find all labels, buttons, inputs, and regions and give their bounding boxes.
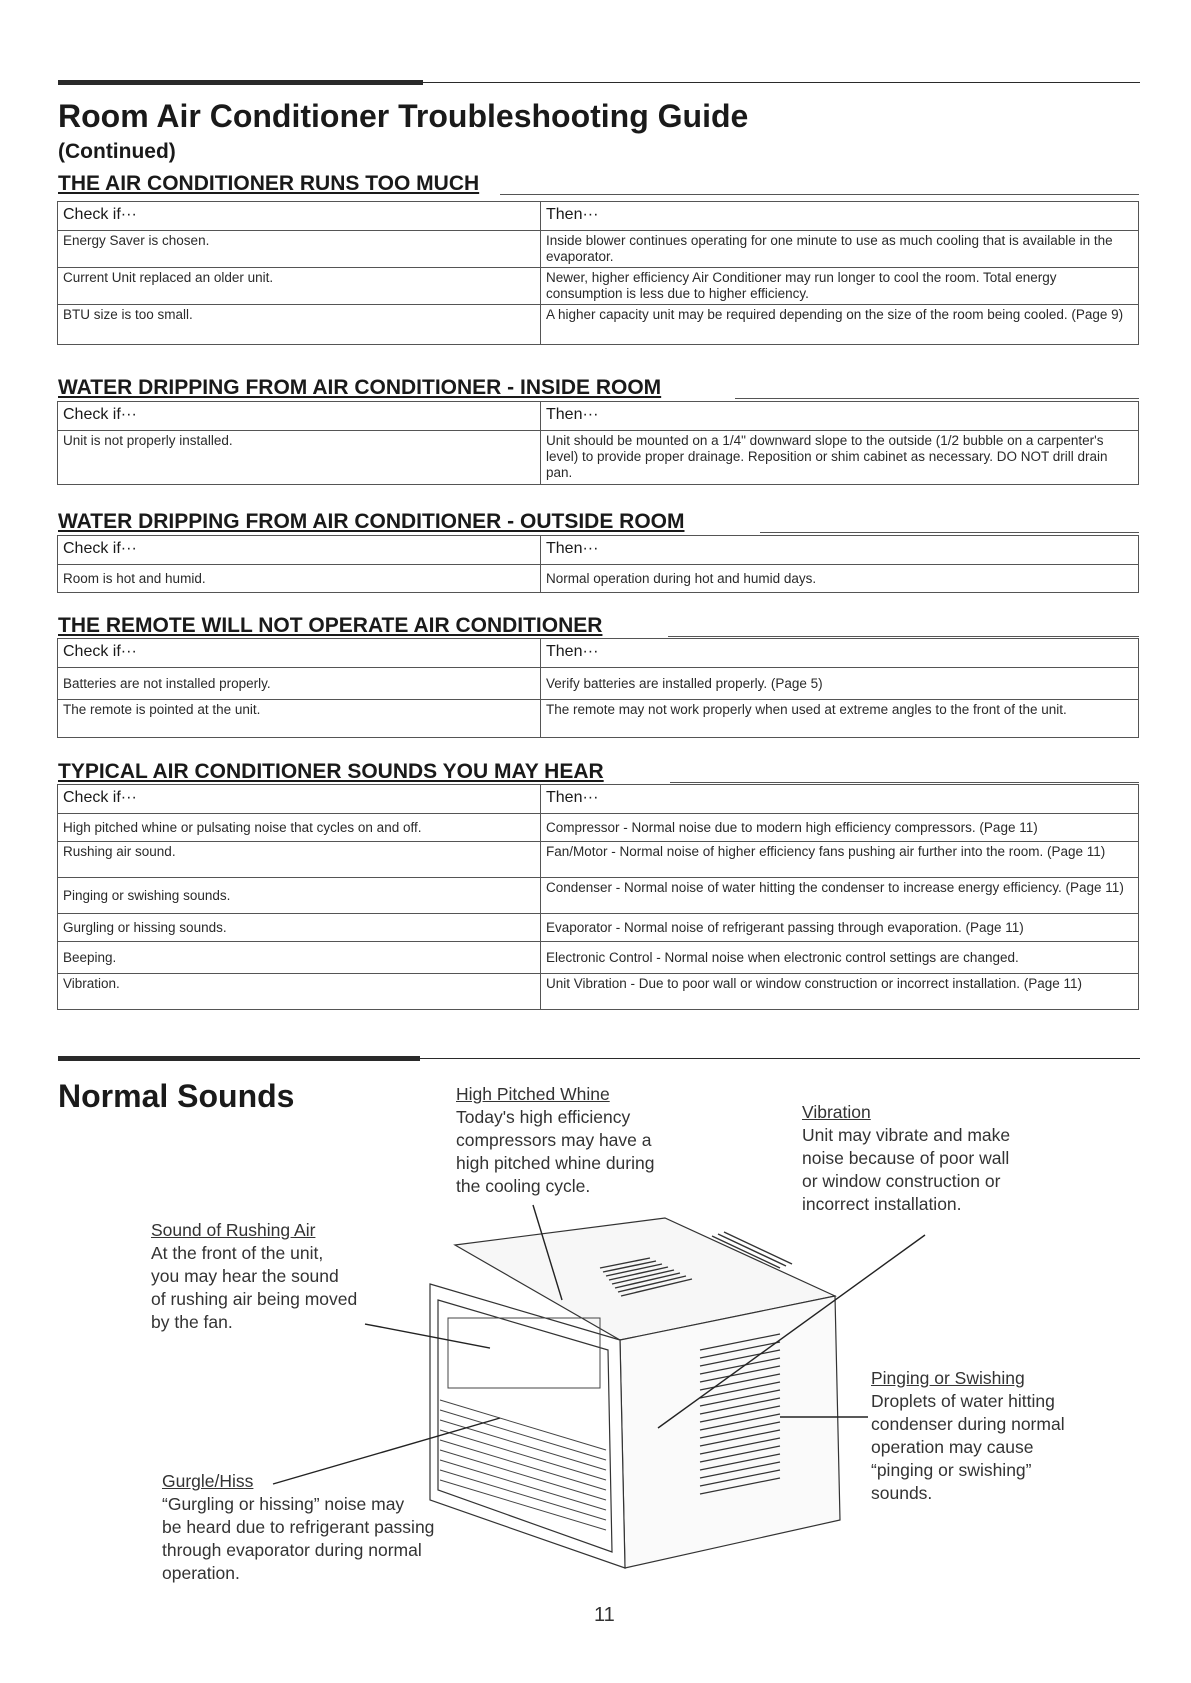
callout-line: be heard due to refrigerant passing: [162, 1517, 435, 1537]
section-heading-sounds: TYPICAL AIR CONDITIONER SOUNDS YOU MAY HEAR: [58, 760, 604, 783]
then-cell: A higher capacity unit may be required depending on the size of the room being cooled. (Page 9): [541, 305, 1139, 345]
check-header: Check if···: [58, 785, 541, 814]
callout-line: or window construction or: [802, 1171, 1001, 1191]
then-header: Then···: [541, 402, 1139, 431]
check-cell: Energy Saver is chosen.: [58, 231, 541, 268]
check-header: Check if···: [58, 402, 541, 431]
callout-gurgle-hiss: [162, 1470, 434, 1585]
then-header: Then···: [541, 536, 1139, 565]
then-cell: The remote may not work properly when used at extreme angles to the front of the unit.: [541, 700, 1139, 738]
check-cell: Current Unit replaced an older unit.: [58, 268, 541, 305]
section-heading-outside-room: WATER DRIPPING FROM AIR CONDITIONER - OUTSIDE ROOM: [58, 510, 685, 533]
callout-heading: Gurgle/Hiss: [162, 1471, 254, 1491]
callout-vibration: [802, 1101, 1010, 1216]
then-header: Then···: [541, 202, 1139, 231]
check-header: Check if···: [58, 639, 541, 668]
normal-sounds-title: Normal Sounds: [58, 1078, 295, 1114]
callout-line: “pinging or swishing”: [871, 1460, 1032, 1480]
then-header: Then···: [541, 639, 1139, 668]
check-cell: Room is hot and humid.: [58, 565, 541, 593]
then-cell: Condenser - Normal noise of water hitting the condenser to increase energy efficiency. (Page 11): [541, 878, 1139, 914]
then-header: Then···: [541, 785, 1139, 814]
callout-line: operation.: [162, 1563, 240, 1583]
then-cell: Verify batteries are installed properly. (Page 5): [541, 668, 1139, 700]
then-cell: Unit Vibration - Due to poor wall or window construction or incorrect installation. (Page 11): [541, 974, 1139, 1010]
check-header: Check if···: [58, 202, 541, 231]
callout-line: Droplets of water hitting: [871, 1391, 1055, 1411]
page-number: 11: [594, 1604, 615, 1626]
check-cell: Pinging or swishing sounds.: [58, 878, 541, 914]
then-cell: Electronic Control - Normal noise when electronic control settings are changed.: [541, 942, 1139, 974]
section-heading-runs-too-much: THE AIR CONDITIONER RUNS TOO MUCH: [58, 172, 480, 195]
check-cell: Batteries are not installed properly.: [58, 668, 541, 700]
callout-line: condenser during normal: [871, 1414, 1065, 1434]
check-header: Check if···: [58, 536, 541, 565]
check-cell: BTU size is too small.: [58, 305, 541, 345]
check-cell: Unit is not properly installed.: [58, 431, 541, 485]
section-heading-inside-room: WATER DRIPPING FROM AIR CONDITIONER - INSIDE ROOM: [58, 376, 662, 399]
callout-line: incorrect installation.: [802, 1194, 962, 1214]
callout-line: “Gurgling or hissing” noise may: [162, 1494, 405, 1514]
then-cell: Fan/Motor - Normal noise of higher efficiency fans pushing air further into the room. (Page 11): [541, 842, 1139, 878]
callout-line: through evaporator during normal: [162, 1540, 422, 1560]
callout-line: Unit may vibrate and make: [802, 1125, 1011, 1145]
check-cell: Vibration.: [58, 974, 541, 1010]
page-title: Room Air Conditioner Troubleshooting Guide: [58, 98, 749, 134]
then-cell: Inside blower continues operating for one minute to use as much cooling that is available in the evaporator.: [541, 231, 1139, 268]
callout-line: by the fan.: [151, 1312, 233, 1332]
callout-heading: Pinging or Swishing: [871, 1368, 1025, 1388]
callout-line: operation may cause: [871, 1437, 1034, 1457]
callout-line: Today's high efficiency: [456, 1107, 631, 1127]
check-cell: Rushing air sound.: [58, 842, 541, 878]
callout-line: compressors may have a: [456, 1130, 652, 1150]
callout-high-pitched-whine: [456, 1083, 654, 1198]
callout-heading: High Pitched Whine: [456, 1084, 610, 1104]
callout-line: of rushing air being moved: [151, 1289, 358, 1309]
check-cell: High pitched whine or pulsating noise that cycles on and off.: [58, 814, 541, 842]
check-cell: Gurgling or hissing sounds.: [58, 914, 541, 942]
callout-heading: Sound of Rushing Air: [151, 1220, 316, 1240]
callout-rushing-air: [151, 1219, 357, 1334]
callout-line: noise because of poor wall: [802, 1148, 1010, 1168]
check-cell: The remote is pointed at the unit.: [58, 700, 541, 738]
check-cell: Beeping.: [58, 942, 541, 974]
then-cell: Normal operation during hot and humid days.: [541, 565, 1139, 593]
callout-line: the cooling cycle.: [456, 1176, 591, 1196]
callout-line: sounds.: [871, 1483, 933, 1503]
callout-pinging-swishing: [871, 1367, 1065, 1505]
then-cell: Compressor - Normal noise due to modern high efficiency compressors. (Page 11): [541, 814, 1139, 842]
callout-heading: Vibration: [802, 1102, 871, 1122]
callout-line: high pitched whine during: [456, 1153, 655, 1173]
callout-line: you may hear the sound: [151, 1266, 339, 1286]
then-cell: Newer, higher efficiency Air Conditioner may run longer to cool the room. Total energy consumption is less due to higher efficiency.: [541, 268, 1139, 305]
then-cell: Unit should be mounted on a 1/4" downward slope to the outside (1/2 bubble on a carpenter's level) to provide proper drainage. Reposition or shim cabinet as necessary. DO NOT drill drain pan.: [541, 431, 1139, 485]
callout-line: At the front of the unit,: [151, 1243, 324, 1263]
page-subtitle: (Continued): [58, 140, 176, 163]
section-heading-remote: THE REMOTE WILL NOT OPERATE AIR CONDITIONER: [58, 614, 603, 637]
then-cell: Evaporator - Normal noise of refrigerant passing through evaporation. (Page 11): [541, 914, 1139, 942]
